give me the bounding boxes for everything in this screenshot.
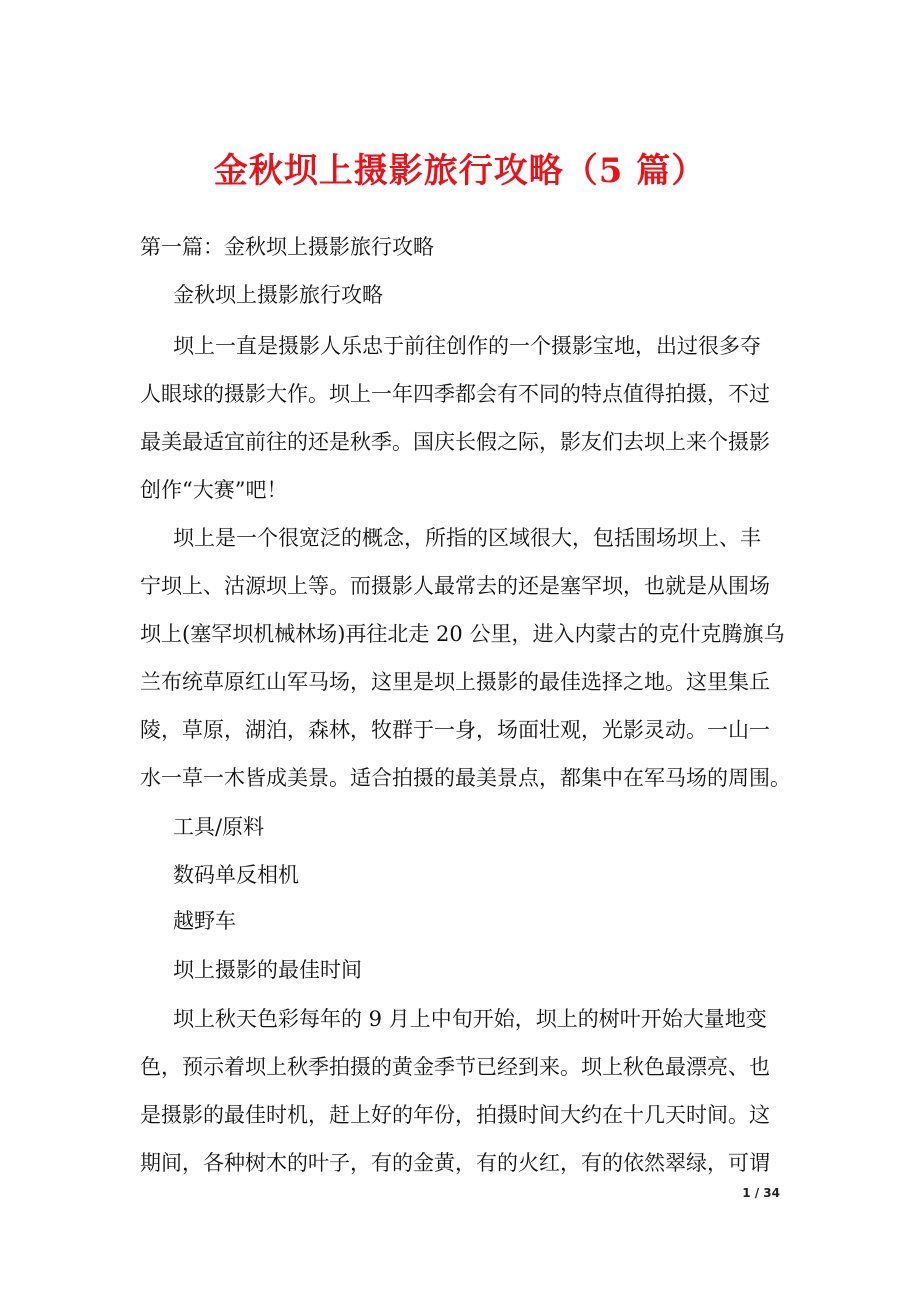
paragraph-intro (140, 322, 782, 514)
paragraph-line: 水一草一木皆成美景。适合拍摄的最美景点，都集中在军马场的周围。 (140, 766, 791, 790)
tools-heading: 工具/原料 (173, 815, 265, 839)
paragraph-line: 色，预示着坝上秋季拍摄的黄金季节已经到来。坝上秋色最漂亮、也 (140, 1055, 770, 1079)
paragraph-location (140, 514, 791, 802)
paragraph-line: 坝上(塞罕坝机械林场)再往北走 20 公里，进入内蒙古的克什克腾旗乌 (140, 622, 785, 646)
document-title: 金秋坝上摄影旅行攻略（5 篇） (213, 151, 707, 191)
section-heading: 坝上摄影的最佳时间 (173, 958, 362, 982)
paragraph-line: 期间，各种树木的叶子，有的金黄，有的火红，有的依然翠绿，可谓 (140, 1151, 770, 1175)
paragraph-line: 兰布统草原红山军马场，这里是坝上摄影的最佳选择之地。这里集丘 (140, 670, 770, 694)
tool-item: 数码单反相机 (173, 863, 299, 887)
paragraph-line: 是摄影的最佳时机，赶上好的年份，拍摄时间大约在十几天时间。这 (140, 1103, 770, 1127)
chapter-heading: 第一篇：金秋坝上摄影旅行攻略 (140, 235, 434, 259)
paragraph-line: 陵，草原，湖泊，森林，牧群于一身，场面壮观，光影灵动。一山一 (140, 718, 770, 742)
page-number: 1 / 34 (742, 1186, 780, 1200)
paragraph-line: 坝上是一个很宽泛的概念，所指的区域很大，包括围场坝上、丰 (173, 526, 761, 550)
paragraph-line: 最美最适宜前往的还是秋季。国庆长假之际，影友们去坝上来个摄影 (140, 430, 770, 454)
paragraph-line: 宁坝上、沽源坝上等。而摄影人最常去的还是塞罕坝，也就是从围场 (140, 574, 770, 598)
article-subtitle: 金秋坝上摄影旅行攻略 (173, 283, 383, 307)
tool-item: 越野车 (173, 909, 236, 933)
paragraph-line: 人眼球的摄影大作。坝上一年四季都会有不同的特点值得拍摄，不过 (140, 382, 770, 406)
paragraph-line: 坝上一直是摄影人乐忠于前往创作的一个摄影宝地，出过很多夺 (173, 334, 761, 358)
paragraph-line: 创作“大赛”吧！ (140, 478, 288, 502)
paragraph-line: 坝上秋天色彩每年的 9 月上中旬开始，坝上的树叶开始大量地变 (173, 1007, 767, 1031)
paragraph-best-time (140, 995, 782, 1187)
